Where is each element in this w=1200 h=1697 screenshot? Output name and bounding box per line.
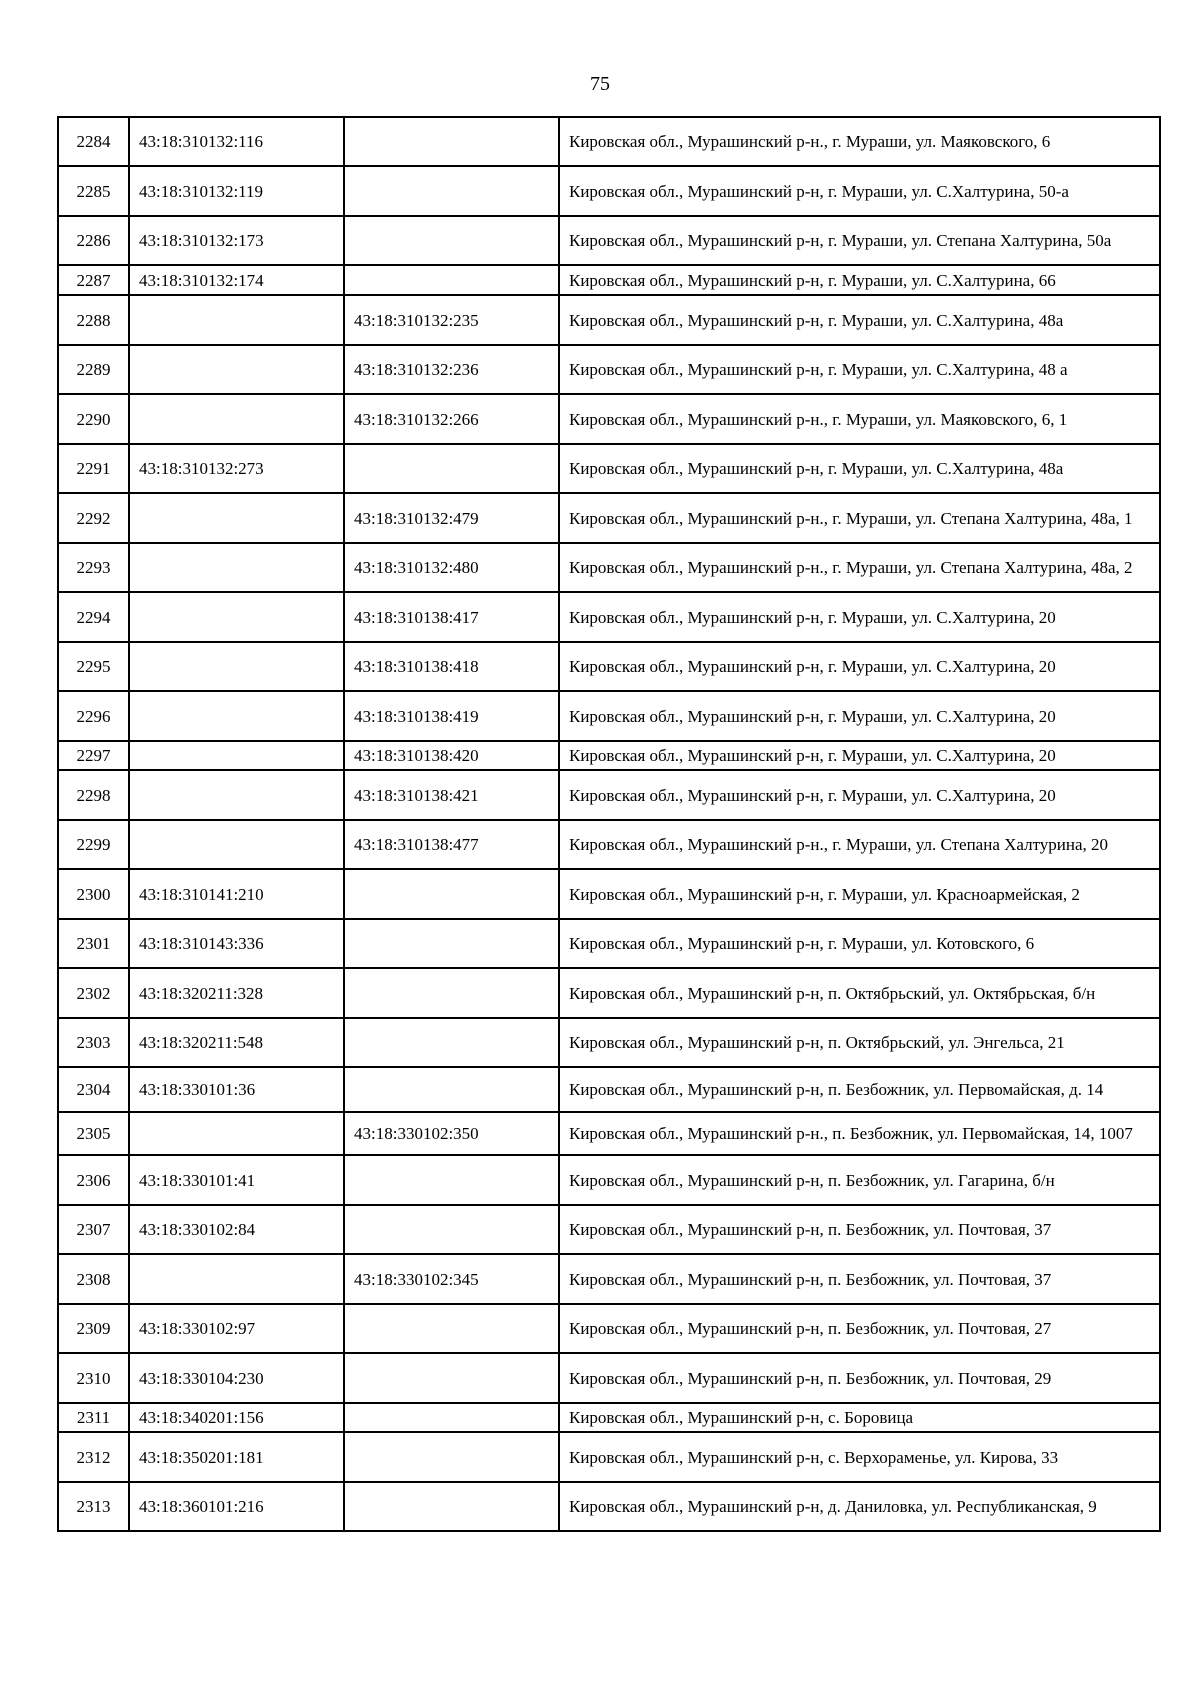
table-row bbox=[58, 1112, 1160, 1155]
table-row bbox=[58, 444, 1160, 493]
table-row bbox=[58, 642, 1160, 691]
cadastral-number-cell: 43:18:330102:97 bbox=[129, 1304, 344, 1353]
page-number: 75 bbox=[590, 73, 610, 95]
row-number-cell: 2311 bbox=[58, 1403, 129, 1432]
cadastral-number-secondary-cell bbox=[344, 919, 559, 968]
table-row bbox=[58, 592, 1160, 642]
cadastral-number-secondary-cell: 43:18:310132:266 bbox=[344, 394, 559, 444]
cadastral-number-secondary-cell: 43:18:310132:235 bbox=[344, 295, 559, 345]
cadastral-number-cell bbox=[129, 642, 344, 691]
table-row bbox=[58, 1067, 1160, 1112]
table-row bbox=[58, 1254, 1160, 1304]
cadastral-number-secondary-cell bbox=[344, 216, 559, 265]
row-number-cell: 2296 bbox=[58, 691, 129, 741]
row-number-cell: 2295 bbox=[58, 642, 129, 691]
address-cell: Кировская обл., Мурашинский р-н, г. Мураши, ул. Красноармейская, 2 bbox=[559, 869, 1160, 919]
cadastral-number-secondary-cell bbox=[344, 1304, 559, 1353]
table-row bbox=[58, 770, 1160, 820]
cadastral-number-secondary-cell: 43:18:310138:477 bbox=[344, 820, 559, 869]
address-cell: Кировская обл., Мурашинский р-н, г. Мураши, ул. С.Халтурина, 48а bbox=[559, 295, 1160, 345]
cadastral-number-cell bbox=[129, 820, 344, 869]
table-row bbox=[58, 1155, 1160, 1205]
cadastral-number-secondary-cell bbox=[344, 968, 559, 1018]
cadastral-number-cell bbox=[129, 394, 344, 444]
table-row bbox=[58, 968, 1160, 1018]
cadastral-number-cell: 43:18:310132:119 bbox=[129, 166, 344, 216]
cadastral-number-cell: 43:18:330104:230 bbox=[129, 1353, 344, 1403]
table-row bbox=[58, 1353, 1160, 1403]
table-row bbox=[58, 1304, 1160, 1353]
cadastral-number-cell bbox=[129, 770, 344, 820]
cadastral-number-secondary-cell bbox=[344, 117, 559, 166]
cadastral-number-secondary-cell bbox=[344, 869, 559, 919]
table-row bbox=[58, 345, 1160, 394]
cadastral-number-cell bbox=[129, 741, 344, 770]
table-body bbox=[58, 117, 1160, 1531]
cadastral-number-cell bbox=[129, 592, 344, 642]
address-cell: Кировская обл., Мурашинский р-н., г. Мураши, ул. Степана Халтурина, 48а, 2 bbox=[559, 543, 1160, 592]
address-cell: Кировская обл., Мурашинский р-н, г. Мураши, ул. С.Халтурина, 20 bbox=[559, 741, 1160, 770]
cadastral-number-secondary-cell bbox=[344, 1067, 559, 1112]
row-number-cell: 2285 bbox=[58, 166, 129, 216]
cadastral-number-secondary-cell: 43:18:310132:480 bbox=[344, 543, 559, 592]
table-row bbox=[58, 166, 1160, 216]
row-number-cell: 2291 bbox=[58, 444, 129, 493]
row-number-cell: 2309 bbox=[58, 1304, 129, 1353]
row-number-cell: 2298 bbox=[58, 770, 129, 820]
table-row bbox=[58, 394, 1160, 444]
table-row bbox=[58, 1403, 1160, 1432]
table-row bbox=[58, 216, 1160, 265]
address-cell: Кировская обл., Мурашинский р-н, г. Мураши, ул. Котовского, 6 bbox=[559, 919, 1160, 968]
address-cell: Кировская обл., Мурашинский р-н, п. Безбожник, ул. Почтовая, 37 bbox=[559, 1205, 1160, 1254]
table-row bbox=[58, 295, 1160, 345]
row-number-cell: 2292 bbox=[58, 493, 129, 543]
table-row bbox=[58, 741, 1160, 770]
address-cell: Кировская обл., Мурашинский р-н, г. Мураши, ул. Степана Халтурина, 50а bbox=[559, 216, 1160, 265]
row-number-cell: 2286 bbox=[58, 216, 129, 265]
cadastral-number-secondary-cell bbox=[344, 166, 559, 216]
address-cell: Кировская обл., Мурашинский р-н, г. Мураши, ул. С.Халтурина, 20 bbox=[559, 592, 1160, 642]
row-number-cell: 2300 bbox=[58, 869, 129, 919]
cadastral-number-cell: 43:18:310132:174 bbox=[129, 265, 344, 295]
cadastral-number-cell: 43:18:360101:216 bbox=[129, 1482, 344, 1531]
table-row bbox=[58, 820, 1160, 869]
table-row bbox=[58, 869, 1160, 919]
cadastral-number-secondary-cell: 43:18:310132:479 bbox=[344, 493, 559, 543]
table-row bbox=[58, 117, 1160, 166]
cadastral-number-secondary-cell: 43:18:310138:421 bbox=[344, 770, 559, 820]
cadastral-number-secondary-cell: 43:18:330102:345 bbox=[344, 1254, 559, 1304]
address-cell: Кировская обл., Мурашинский р-н, п. Безбожник, ул. Первомайская, д. 14 bbox=[559, 1067, 1160, 1112]
row-number-cell: 2301 bbox=[58, 919, 129, 968]
row-number-cell: 2289 bbox=[58, 345, 129, 394]
address-cell: Кировская обл., Мурашинский р-н, п. Безбожник, ул. Почтовая, 37 bbox=[559, 1254, 1160, 1304]
row-number-cell: 2290 bbox=[58, 394, 129, 444]
cadastral-number-secondary-cell bbox=[344, 1432, 559, 1482]
cadastral-number-secondary-cell bbox=[344, 265, 559, 295]
row-number-cell: 2287 bbox=[58, 265, 129, 295]
cadastral-number-secondary-cell bbox=[344, 1155, 559, 1205]
address-cell: Кировская обл., Мурашинский р-н, г. Мураши, ул. С.Халтурина, 66 bbox=[559, 265, 1160, 295]
table-row bbox=[58, 1018, 1160, 1067]
cadastral-number-secondary-cell: 43:18:310138:419 bbox=[344, 691, 559, 741]
address-cell: Кировская обл., Мурашинский р-н., г. Мураши, ул. Степана Халтурина, 20 bbox=[559, 820, 1160, 869]
cadastral-number-cell: 43:18:340201:156 bbox=[129, 1403, 344, 1432]
cadastral-number-cell: 43:18:350201:181 bbox=[129, 1432, 344, 1482]
address-cell: Кировская обл., Мурашинский р-н, п. Безбожник, ул. Почтовая, 27 bbox=[559, 1304, 1160, 1353]
row-number-cell: 2299 bbox=[58, 820, 129, 869]
cadastral-number-cell bbox=[129, 1112, 344, 1155]
address-cell: Кировская обл., Мурашинский р-н, п. Безбожник, ул. Гагарина, б/н bbox=[559, 1155, 1160, 1205]
cadastral-number-cell bbox=[129, 345, 344, 394]
row-number-cell: 2293 bbox=[58, 543, 129, 592]
address-cell: Кировская обл., Мурашинский р-н, с. Верхораменье, ул. Кирова, 33 bbox=[559, 1432, 1160, 1482]
cadastral-number-cell: 43:18:310132:116 bbox=[129, 117, 344, 166]
cadastral-number-cell bbox=[129, 691, 344, 741]
row-number-cell: 2307 bbox=[58, 1205, 129, 1254]
table-row bbox=[58, 543, 1160, 592]
row-number-cell: 2310 bbox=[58, 1353, 129, 1403]
cadastral-number-cell bbox=[129, 1254, 344, 1304]
cadastral-table bbox=[57, 116, 1161, 1532]
address-cell: Кировская обл., Мурашинский р-н, с. Боровица bbox=[559, 1403, 1160, 1432]
cadastral-number-cell: 43:18:310143:336 bbox=[129, 919, 344, 968]
cadastral-number-secondary-cell bbox=[344, 444, 559, 493]
row-number-cell: 2304 bbox=[58, 1067, 129, 1112]
cadastral-number-cell: 43:18:320211:548 bbox=[129, 1018, 344, 1067]
cadastral-number-secondary-cell bbox=[344, 1205, 559, 1254]
cadastral-number-secondary-cell bbox=[344, 1403, 559, 1432]
cadastral-number-cell: 43:18:330101:41 bbox=[129, 1155, 344, 1205]
row-number-cell: 2284 bbox=[58, 117, 129, 166]
address-cell: Кировская обл., Мурашинский р-н, г. Мураши, ул. С.Халтурина, 20 bbox=[559, 642, 1160, 691]
cadastral-number-cell: 43:18:310141:210 bbox=[129, 869, 344, 919]
table-row bbox=[58, 493, 1160, 543]
row-number-cell: 2308 bbox=[58, 1254, 129, 1304]
row-number-cell: 2288 bbox=[58, 295, 129, 345]
address-cell: Кировская обл., Мурашинский р-н, д. Даниловка, ул. Республиканская, 9 bbox=[559, 1482, 1160, 1531]
cadastral-number-secondary-cell: 43:18:310138:420 bbox=[344, 741, 559, 770]
row-number-cell: 2302 bbox=[58, 968, 129, 1018]
cadastral-number-cell: 43:18:330102:84 bbox=[129, 1205, 344, 1254]
address-cell: Кировская обл., Мурашинский р-н., п. Безбожник, ул. Первомайская, 14, 1007 bbox=[559, 1112, 1160, 1155]
address-cell: Кировская обл., Мурашинский р-н, п. Октябрьский, ул. Октябрьская, б/н bbox=[559, 968, 1160, 1018]
cadastral-number-cell: 43:18:310132:173 bbox=[129, 216, 344, 265]
cadastral-number-cell bbox=[129, 543, 344, 592]
row-number-cell: 2294 bbox=[58, 592, 129, 642]
table-row bbox=[58, 691, 1160, 741]
address-cell: Кировская обл., Мурашинский р-н, г. Мураши, ул. С.Халтурина, 20 bbox=[559, 691, 1160, 741]
address-cell: Кировская обл., Мурашинский р-н, п. Безбожник, ул. Почтовая, 29 bbox=[559, 1353, 1160, 1403]
address-cell: Кировская обл., Мурашинский р-н, п. Октябрьский, ул. Энгельса, 21 bbox=[559, 1018, 1160, 1067]
cadastral-number-secondary-cell bbox=[344, 1482, 559, 1531]
address-cell: Кировская обл., Мурашинский р-н, г. Мураши, ул. С.Халтурина, 48 а bbox=[559, 345, 1160, 394]
cadastral-number-cell: 43:18:330101:36 bbox=[129, 1067, 344, 1112]
cadastral-number-secondary-cell: 43:18:310132:236 bbox=[344, 345, 559, 394]
cadastral-number-cell: 43:18:310132:273 bbox=[129, 444, 344, 493]
row-number-cell: 2306 bbox=[58, 1155, 129, 1205]
row-number-cell: 2303 bbox=[58, 1018, 129, 1067]
address-cell: Кировская обл., Мурашинский р-н, г. Мураши, ул. С.Халтурина, 48а bbox=[559, 444, 1160, 493]
row-number-cell: 2305 bbox=[58, 1112, 129, 1155]
row-number-cell: 2312 bbox=[58, 1432, 129, 1482]
address-cell: Кировская обл., Мурашинский р-н, г. Мураши, ул. С.Халтурина, 20 bbox=[559, 770, 1160, 820]
row-number-cell: 2297 bbox=[58, 741, 129, 770]
cadastral-number-cell: 43:18:320211:328 bbox=[129, 968, 344, 1018]
cadastral-number-secondary-cell bbox=[344, 1353, 559, 1403]
address-cell: Кировская обл., Мурашинский р-н., г. Мураши, ул. Маяковского, 6 bbox=[559, 117, 1160, 166]
row-number-cell: 2313 bbox=[58, 1482, 129, 1531]
cadastral-number-secondary-cell bbox=[344, 1018, 559, 1067]
table-row bbox=[58, 1432, 1160, 1482]
table-row bbox=[58, 919, 1160, 968]
cadastral-number-cell bbox=[129, 295, 344, 345]
table-row bbox=[58, 1482, 1160, 1531]
table-row bbox=[58, 1205, 1160, 1254]
address-cell: Кировская обл., Мурашинский р-н., г. Мураши, ул. Степана Халтурина, 48а, 1 bbox=[559, 493, 1160, 543]
address-cell: Кировская обл., Мурашинский р-н, г. Мураши, ул. С.Халтурина, 50-а bbox=[559, 166, 1160, 216]
cadastral-number-cell bbox=[129, 493, 344, 543]
cadastral-number-secondary-cell: 43:18:310138:417 bbox=[344, 592, 559, 642]
cadastral-number-secondary-cell: 43:18:310138:418 bbox=[344, 642, 559, 691]
cadastral-number-secondary-cell: 43:18:330102:350 bbox=[344, 1112, 559, 1155]
address-cell: Кировская обл., Мурашинский р-н., г. Мураши, ул. Маяковского, 6, 1 bbox=[559, 394, 1160, 444]
table-row bbox=[58, 265, 1160, 295]
